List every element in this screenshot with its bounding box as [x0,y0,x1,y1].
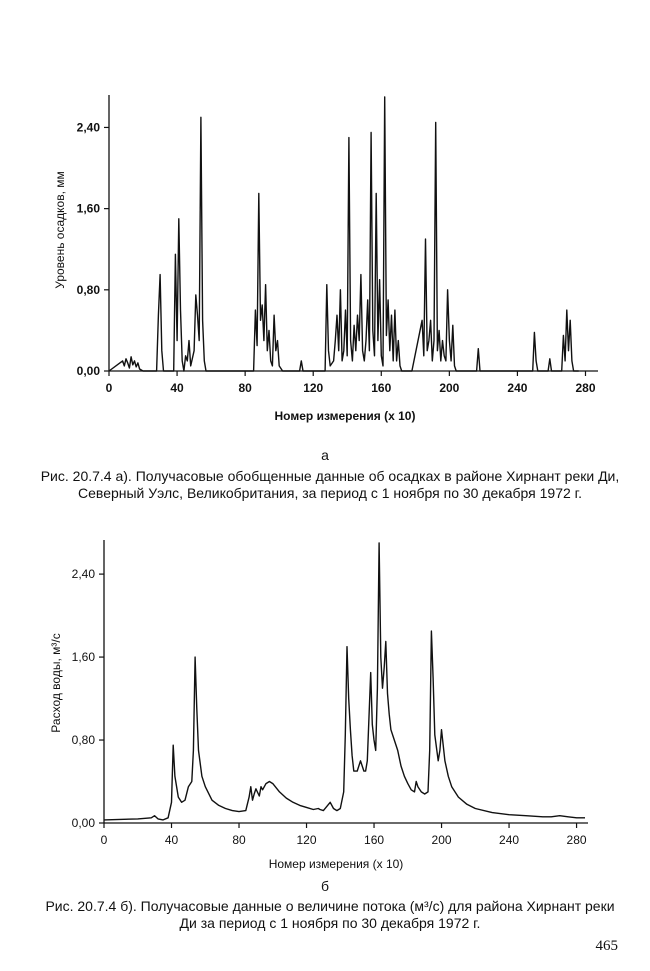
y-tick-label: 1,60 [76,201,100,216]
y-tick-label: 2,40 [71,567,95,582]
x-tick-label: 120 [303,381,324,395]
y-tick-label: 0,80 [76,282,100,297]
figure-caption-a: Рис. 20.7.4 а). Получасовые обобщенные данные об осадках в районе Хирнант реки Ди, Северный Уэлс, Великобритания, за период с 1 ноября по 30 декабря 1972 г. [40,468,620,501]
y-tick-label: 0,00 [71,816,95,830]
y-axis-label: Расход воды, м³/с [49,633,63,733]
x-tick-label: 40 [170,381,184,395]
page-number: 465 [595,938,618,954]
x-tick-label: 160 [364,833,385,847]
x-tick-label: 240 [507,381,528,395]
discharge-chart [0,525,650,895]
rainfall-series-line [109,97,579,371]
x-tick-label: 280 [566,833,587,847]
figure-letter-b: б [320,878,330,894]
x-tick-label: 80 [238,381,252,395]
y-axis-label: Уровень осадков, мм [53,171,67,289]
x-tick-label: 200 [431,833,452,847]
figure-letter-a: а [321,447,329,463]
rainfall-chart [0,0,650,430]
x-axis-label: Номер измерения (x 10) [274,409,416,423]
x-tick-label: 40 [164,833,179,847]
x-tick-label: 240 [499,833,520,847]
x-tick-label: 280 [575,381,596,395]
y-tick-label: 2,40 [76,120,100,135]
y-tick-label: 1,60 [71,650,95,665]
x-tick-label: 200 [439,381,460,395]
x-tick-label: 160 [371,381,392,395]
x-tick-label: 0 [105,381,113,395]
y-tick-label: 0,80 [71,733,95,748]
x-tick-label: 80 [232,833,246,847]
y-tick-label: 0,00 [76,364,100,378]
x-tick-label: 0 [100,833,108,847]
figure-caption-b: Рис. 20.7.4 б). Получасовые данные о величине потока (м³/с) для района Хирнант реки Ди за период с 1 ноября по 30 декабря 1972 г. [45,898,615,931]
discharge-series-line [104,543,585,820]
x-axis-label: Номер измерения (x 10) [268,857,404,871]
x-tick-label: 120 [296,833,317,847]
